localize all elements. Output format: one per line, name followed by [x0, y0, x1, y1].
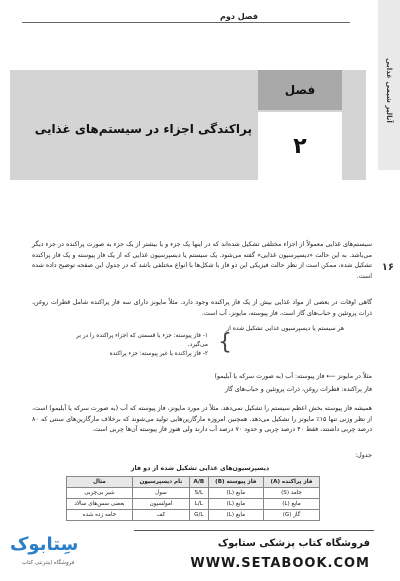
table-cell: امولسیون: [132, 499, 189, 510]
logo-subtitle: فروشگاه اینترنتی کتاب: [22, 560, 75, 566]
table-cell: مایع (L): [208, 510, 263, 521]
paragraph-intro: سیستم‌های غذایی معمولاً از اجزاء مختلفی تشکیل شده‌اند که در اینها یک جزء و یا بیشتر از یک جزء به صورت پراکنده در جزء دیگر می‌باشد. به این حالت «دیسپرسیون غذایی» گفته می‌شود. یک سیستم یا دیسپرسیون غذایی که از یک فاز پیوسته و یک فاز پراکنده تشکیل شده، ممکن است از نظر حالت فیزیکی این دو فاز با شکل‌ها با انواع مختلفی باشد که در جدول این صفحه توضیح داده شده است.: [32, 241, 372, 280]
table-cell: شیر بی‌چربی: [67, 488, 133, 499]
table-cell: کف: [132, 510, 189, 521]
dispersion-definition: [54, 322, 354, 368]
column-header: فاز پیوسته (B): [208, 477, 263, 488]
definition-line-2: ۲- فاز پراکنده یا غیر پیوسته: جزء پراکنده: [109, 351, 208, 357]
brace-icon: {: [218, 330, 232, 355]
definition-head: هر سیستم یا دیسپرسیون غذایی تشکیل شده از: [226, 325, 344, 332]
table-intro: جدول:: [355, 452, 372, 459]
table-cell: بعضی سس‌های سالاد: [67, 499, 133, 510]
chapter-number-box: [258, 112, 342, 180]
table-cell: مایع (L): [208, 488, 263, 499]
table-title: دیسپرسیون‌های غذایی تشکیل شده از دو فاز: [130, 465, 270, 472]
store-url-link[interactable]: WWW.SETABOOK.COM: [190, 556, 370, 571]
column-header: مثال: [67, 477, 133, 488]
side-title-box: [380, 20, 398, 160]
paragraph-continuous-phase: همیشه فاز پیوسته بخش اعظم سیستم را تشکیل نمی‌دهد. مثلاً در مورد مایونز، فاز پیوسته که آب (به صورت سرکه یا آبلیمو) است، از نظر وزنی تنها ۱۵٪ مایونز را تشکیل می‌دهد. همچنین امروزه مارگارین‌هایی تولید می‌شوند که برخلاف مارگارین‌های سنتی که ۸۰ درصد چربی داشتند، فقط ۴۰ درصد چربی و حدود ۷۰ درصد آب دارند ولی هنوز فاز پیوسته آن‌ها چربی است.: [32, 405, 372, 433]
table-cell: L/L: [189, 499, 208, 510]
definition-line-1: ۱- فاز پیوسته: جزء یا قسمتی که اجزاء پراکنده را در بر می‌گیرد.: [76, 333, 208, 348]
table-cell: گاز (G): [263, 510, 319, 521]
dispersion-table: [66, 476, 320, 521]
page-number: ۱۶: [381, 262, 394, 273]
chapter-tab-label: فصل: [284, 83, 316, 97]
table-cell: G/L: [189, 510, 208, 521]
example-line-a: [215, 373, 372, 380]
table-cell: خامه زده شده: [67, 510, 133, 521]
chapter-title: پراکندگی اجزاء در سیستم‌های غذایی: [34, 122, 252, 136]
table-row: [67, 488, 320, 499]
store-name: فروشگاه کتاب پزشکی ستابوک: [217, 538, 370, 549]
setabook-logo[interactable]: سِتابوک: [10, 534, 79, 555]
example-prefix: مثلاً در مایونز: [337, 373, 372, 380]
dispersed-phase: فاز پراکنده: قطرات روغن، ذرات پروتئین و حباب‌های گاز: [224, 386, 372, 393]
table-row: [67, 499, 320, 510]
chapter-label: فصل دوم: [220, 12, 258, 21]
column-header: A/B: [189, 477, 208, 488]
table-cell: S/L: [189, 488, 208, 499]
continuous-phase: فاز پیوسته: آب (به صورت سرکه یا آبلیمو): [214, 373, 325, 380]
table-row: [67, 510, 320, 521]
chapter-number: ۲: [293, 133, 307, 159]
table-cell: مایع (L): [208, 499, 263, 510]
paragraph-mayonnaise: گاهی اوقات در بعضی از مواد غذایی بیش از یک فاز پراکنده وجود دارد. مثلاً مایونز دارای سه فاز پراکنده شامل قطرات روغن، ذرات پروتئین و حباب‌های گاز است، فاز پیوسته، مایونز، آب است.: [32, 299, 372, 317]
arrow-icon: ⟵: [324, 373, 336, 380]
chapter-tab: [258, 70, 342, 110]
table-cell: جامد (S): [263, 488, 319, 499]
table-cell: سول: [132, 488, 189, 499]
header-rule: [22, 22, 350, 23]
definition-lines: [58, 332, 208, 359]
table-cell: مایع (L): [263, 499, 319, 510]
footer-rule: [134, 530, 374, 531]
table-header-row: [67, 477, 320, 488]
column-header: نام دیسپرسیون: [132, 477, 189, 488]
column-header: فاز پراکنده (A): [263, 477, 319, 488]
side-title: آنالیز شیمی غذایی: [385, 57, 393, 123]
